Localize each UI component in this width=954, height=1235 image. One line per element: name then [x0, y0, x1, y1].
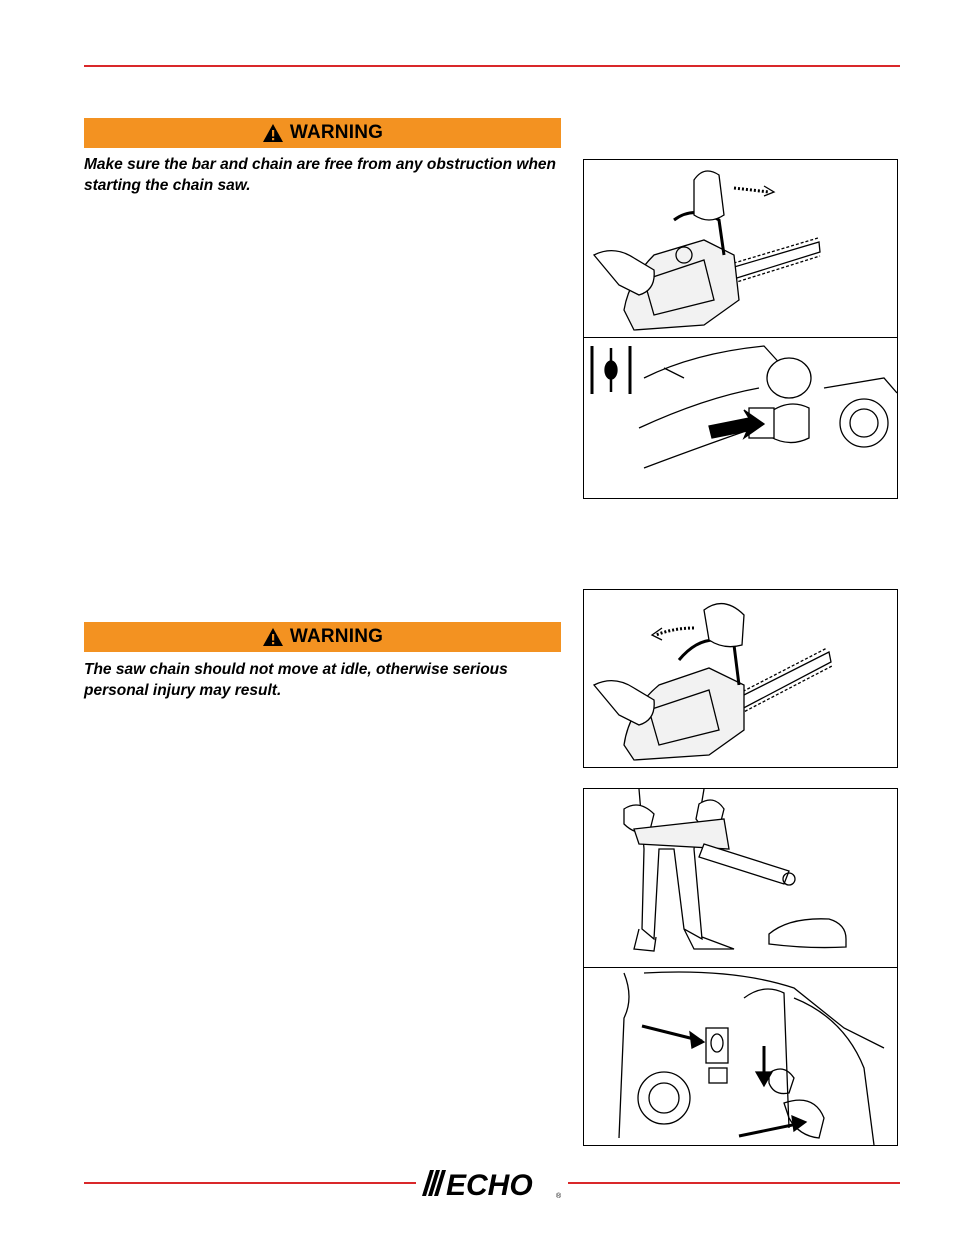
warning-triangle-icon: [262, 123, 284, 143]
echo-logo: [420, 1166, 564, 1200]
figure-choke-knob: [583, 337, 898, 499]
figure-operator: [583, 788, 898, 969]
warning-text-1: Make sure the bar and chain are free from any obstruction when starting the chain saw.: [84, 156, 557, 194]
footer-rule-left: [84, 1182, 416, 1184]
warning-bar-2: [84, 622, 561, 652]
warning-bar-1: [84, 118, 561, 148]
figure-stop-switch: [583, 967, 898, 1146]
footer-rule-right: [568, 1182, 900, 1184]
header-rule: [84, 65, 900, 67]
warning-text-2: The saw chain should not move at idle, otherwise serious personal injury may result.: [84, 661, 508, 699]
registered-mark: ®: [556, 1193, 562, 1200]
figure-start-saw: [583, 159, 898, 339]
warning-label-1: WARNING: [289, 122, 384, 143]
warning-triangle-icon: [262, 627, 284, 647]
echo-logo-text: ECHO: [446, 1169, 533, 1200]
warning-label-2: WARNING: [289, 626, 384, 647]
figure-idle-check: [583, 589, 898, 768]
